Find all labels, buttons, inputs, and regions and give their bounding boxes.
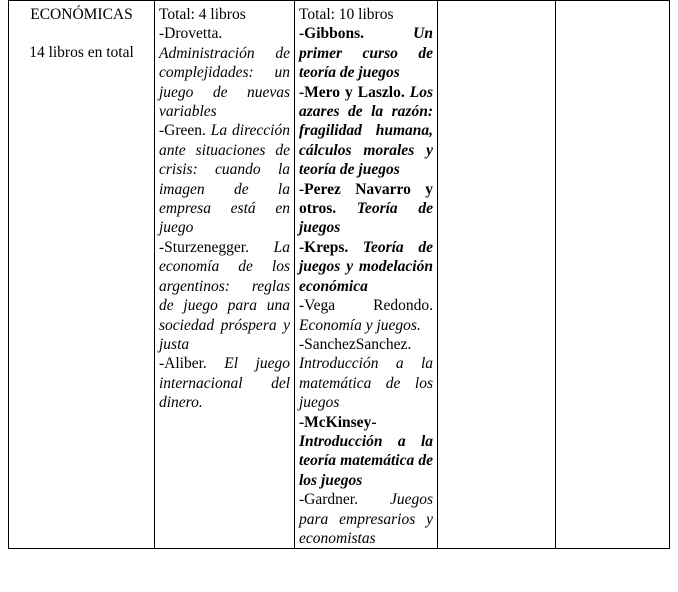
book-author: -Perez Navarro y otros.	[299, 180, 433, 218]
book-title: El juego internacional del dinero.	[159, 355, 290, 412]
book-author: -Vega Redondo.	[299, 297, 433, 315]
book-entry	[299, 83, 433, 180]
total-books-note: 14 libros en total	[29, 44, 134, 62]
book-title: La economía de los argentinos: reglas de juego para una sociedad próspera y justa	[159, 238, 290, 353]
general-books-cell	[155, 1, 295, 549]
book-title: La dirección ante situaciones de crisis: cuando la imagen de la empresa está en juego	[159, 122, 290, 237]
book-entry	[299, 180, 433, 238]
book-author: -Mero y Laszlo.	[299, 83, 405, 101]
col3-total: Total: 10 libros	[299, 6, 394, 23]
book-entry	[159, 238, 290, 354]
book-author: -Drovetta.	[159, 25, 223, 43]
book-entry	[299, 24, 433, 82]
empty-cell-5	[556, 1, 670, 549]
book-title: Un primer curso de teoría de juegos	[299, 25, 433, 82]
category-cell	[9, 1, 155, 549]
book-author: -Sturzenegger.	[159, 238, 249, 256]
game-theory-books-cell	[295, 1, 438, 549]
book-entry	[299, 238, 433, 296]
book-entry	[299, 490, 433, 548]
book-entry	[299, 296, 433, 335]
book-entry	[159, 24, 290, 121]
book-title: Administración de complejidades: un juego de nuevas variables	[159, 44, 290, 121]
book-author: -Green.	[159, 122, 206, 140]
empty-cell-4	[438, 1, 556, 549]
book-title: Juegos para empresarios y economistas	[299, 491, 433, 547]
book-title: Teoría de juegos y modelación económica	[299, 238, 433, 295]
table-row	[9, 1, 670, 549]
books-table	[8, 0, 670, 549]
book-title: Economía y juegos.	[299, 316, 421, 334]
book-title: Los azares de la razón: fragilidad humana, cálculos morales y teoría de juegos	[299, 83, 433, 179]
book-author: -Gardner.	[299, 491, 358, 509]
col2-total: Total: 4 libros	[159, 6, 246, 23]
book-entry	[299, 335, 433, 413]
category-label: ECONÓMICAS	[30, 6, 133, 23]
book-entry	[159, 121, 290, 237]
book-title: Introducción a la teoría matemática de los juegos	[299, 432, 433, 489]
book-author: -Gibbons.	[299, 25, 365, 43]
book-author: -Kreps.	[299, 238, 349, 256]
book-author: -Aliber.	[159, 355, 207, 373]
book-title: Teoría de juegos	[299, 200, 433, 237]
book-entry	[159, 354, 290, 412]
book-author: -McKinsey-	[299, 413, 377, 431]
book-title: Introducción a la matemática de los juegos	[299, 355, 433, 412]
book-entry	[299, 413, 433, 491]
book-author: -SanchezSanchez.	[299, 335, 412, 353]
